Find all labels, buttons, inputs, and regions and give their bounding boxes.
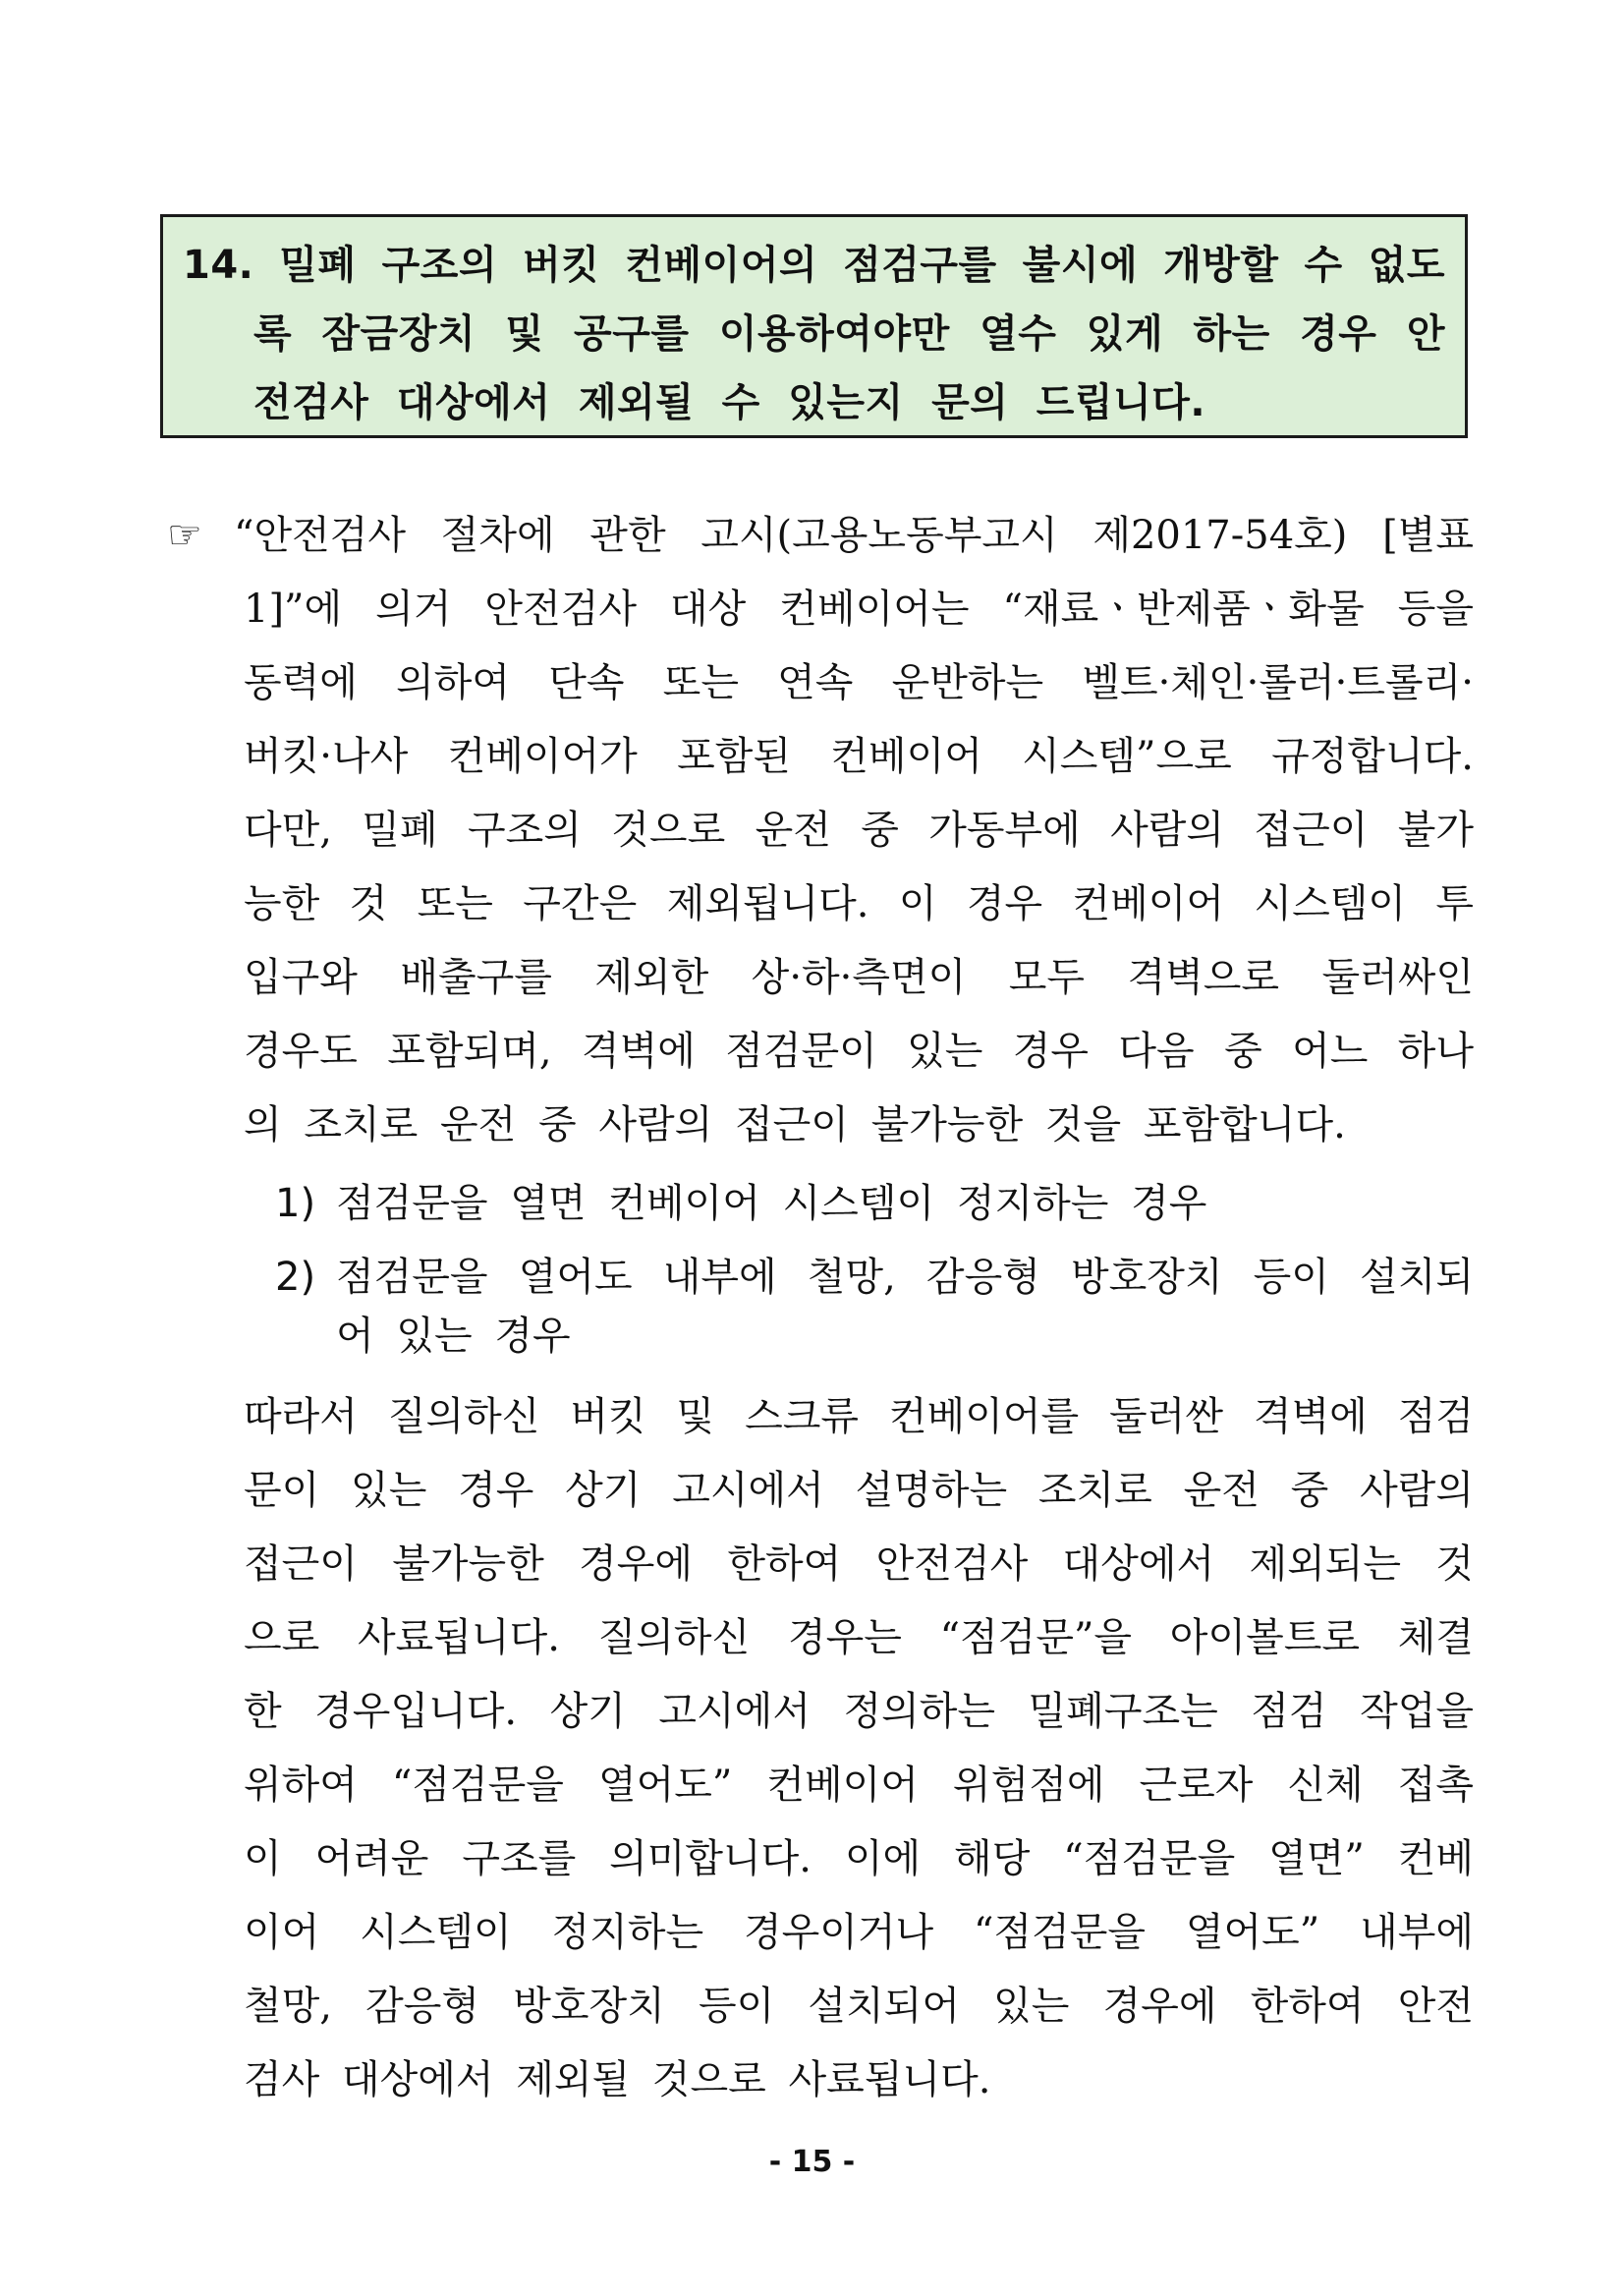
answer-line: 버킷·나사 컨베이어가 포함된 컨베이어 시스템”으로 규정합니다.	[244, 734, 1474, 779]
conclusion-line: 문이 있는 경우 상기 고시에서 설명하는 조치로 운전 중 사람의	[244, 1468, 1474, 1513]
answer-line: 경우도 포함되며, 격벽에 점검문이 있는 경우 다음 중 어느 하나	[244, 1029, 1474, 1074]
conclusion-paragraph	[244, 1380, 1474, 2117]
list-item-line: 어 있는 경우	[336, 1314, 571, 1359]
list-item	[275, 1174, 1474, 1233]
answer-line	[167, 499, 1474, 573]
pointing-hand-icon: ☞	[167, 513, 202, 558]
list-item-number: 1)	[275, 1181, 316, 1226]
answer-line: 1]”에 의거 안전검사 대상 컨베이어는 “재료ㆍ반제품ㆍ화물 등을	[244, 587, 1474, 632]
list-item-line: 점검문을 열면 컨베이어 시스템이 정지하는 경우	[336, 1181, 1207, 1226]
conclusion-line: 접근이 불가능한 경우에 한하여 안전검사 대상에서 제외되는 것	[244, 1541, 1474, 1587]
page-number: - 15 -	[768, 2145, 856, 2179]
answer-line: 입구와 배출구를 제외한 상·하·측면이 모두 격벽으로 둘러싸인	[244, 955, 1474, 1000]
question-line: 록 잠금장치 및 공구를 이용하여야만 열수 있게 하는 경우 안	[253, 311, 1445, 357]
list-item-line: 점검문을 열어도 내부에 철망, 감응형 방호장치 등이 설치되	[336, 1255, 1474, 1300]
question-box	[160, 214, 1468, 438]
conclusion-line: 으로 사료됩니다. 질의하신 경우는 “점검문”을 아이볼트로 체결	[244, 1615, 1474, 1660]
question-line: 전검사 대상에서 제외될 수 있는지 문의 드립니다.	[253, 380, 1206, 425]
list-item	[275, 1248, 1474, 1366]
conclusion-line: 철망, 감응형 방호장치 등이 설치되어 있는 경우에 한하여 안전	[244, 1984, 1474, 2029]
answer-paragraph	[167, 499, 1474, 1162]
list-item-number: 2)	[275, 1255, 316, 1300]
answer-line: 동력에 의하여 단속 또는 연속 운반하는 벨트·체인·롤러·트롤리·	[244, 660, 1474, 705]
conclusion-line: 이 어려운 구조를 의미합니다. 이에 해당 “점검문을 열면” 컨베	[244, 1836, 1474, 1881]
answer-line: 의 조치로 운전 중 사람의 접근이 불가능한 것을 포함합니다.	[244, 1102, 1346, 1148]
conclusion-line: 이어 시스템이 정지하는 경우이거나 “점검문을 열어도” 내부에	[244, 1910, 1474, 1955]
conclusion-line: 검사 대상에서 제외될 것으로 사료됩니다.	[244, 2057, 991, 2102]
answer-line: 다만, 밀폐 구조의 것으로 운전 중 가동부에 사람의 접근이 불가	[244, 808, 1474, 853]
question-line: 14. 밀폐 구조의 버킷 컨베이어의 점검구를 불시에 개방할 수 없도	[183, 243, 1445, 288]
conclusion-line: 한 경우입니다. 상기 고시에서 정의하는 밀폐구조는 점검 작업을	[244, 1689, 1474, 1734]
answer-line: 능한 것 또는 구간은 제외됩니다. 이 경우 컨베이어 시스템이 투	[244, 881, 1474, 926]
conclusion-line: 따라서 질의하신 버킷 및 스크류 컨베이어를 둘러싼 격벽에 점검	[244, 1394, 1474, 1439]
conclusion-line: 위하여 “점검문을 열어도” 컨베이어 위험점에 근로자 신체 접촉	[244, 1763, 1474, 1808]
answer-line-text: “안전검사 절차에 관한 고시(고용노동부고시 제2017-54호) [별표	[234, 513, 1474, 558]
